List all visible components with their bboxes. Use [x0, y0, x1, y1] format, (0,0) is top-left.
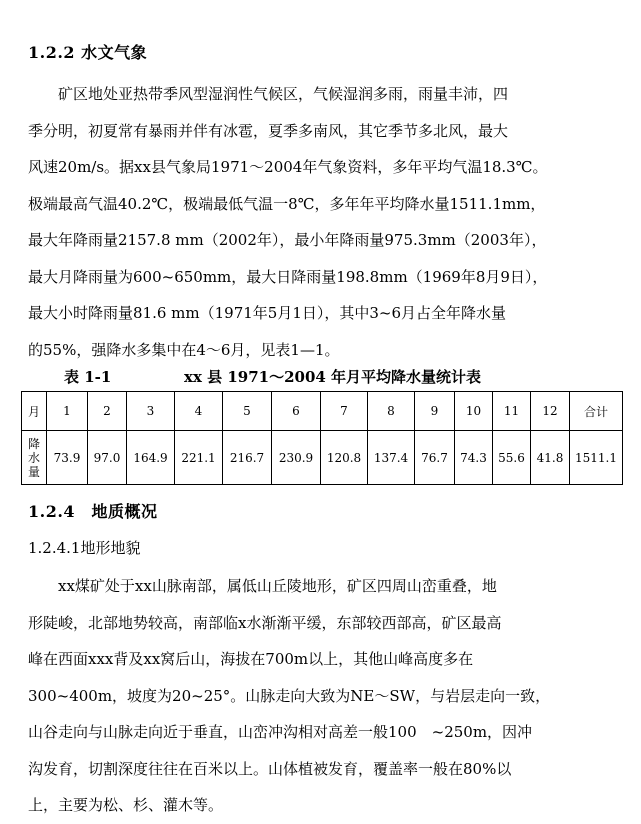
- rainfall-value-cell: 230.9: [272, 431, 321, 485]
- rainfall-value-cell: 41.8: [531, 431, 570, 485]
- month-cell: 7: [321, 392, 368, 431]
- rainfall-value-cell: 137.4: [368, 431, 415, 485]
- header-char: 降: [27, 436, 40, 451]
- rainfall-value-cell: 221.1: [175, 431, 223, 485]
- rainfall-value-cell: 216.7: [223, 431, 272, 485]
- paragraph-line: 矿区地处亚热带季风型湿润性气候区，气候湿润多雨，雨量丰沛，四: [28, 85, 509, 103]
- paragraph-line: 300~400m，坡度为20~25°。山脉走向大致为NE～SW，与岩层走向一致，: [28, 686, 551, 705]
- paragraph-line: 峰在西面xxx背及xx窝后山，海拔在700m以上，其他山峰高度多在: [28, 650, 474, 668]
- month-cell: 3: [127, 392, 175, 431]
- geology-paragraph: [28, 568, 614, 824]
- month-cell: 12: [531, 392, 570, 431]
- month-cell: 2: [88, 392, 127, 431]
- rainfall-value-cell: 74.3: [455, 431, 493, 485]
- paragraph-line: 上，主要为松、杉、灌木等。: [28, 796, 224, 814]
- table-row-months: [22, 392, 623, 431]
- paragraph-line: 沟发育，切割深度往往在百米以上。山体植被发育，覆盖率一般在80%以: [28, 759, 512, 778]
- paragraph-line: 的55%，强降水多集中在4～6月，见表1—1。: [28, 340, 340, 359]
- subsection-heading-1-2-4-1: 1.2.4.1地形地貌: [28, 539, 141, 557]
- section-heading-1-2-2: 1.2.2 水文气象: [28, 43, 148, 62]
- month-cell: 1: [47, 392, 88, 431]
- paragraph-line: 风速20m/s。据xx县气象局1971～2004年气象资料，多年平均气温18.3℃。: [28, 158, 548, 176]
- paragraph-line: 最大小时降雨量81.6 mm（1971年5月1日），其中3~6月占全年降水量: [28, 304, 507, 322]
- paragraph-line: 极端最高气温40.2℃，极端最低气温一8℃，多年年平均降水量1511.1mm，: [28, 194, 546, 213]
- month-cell: 6: [272, 392, 321, 431]
- rainfall-value-cell: 97.0: [88, 431, 127, 485]
- rainfall-table: [21, 391, 623, 485]
- table-row-rainfall: [22, 431, 623, 485]
- rainfall-value-cell: 164.9: [127, 431, 175, 485]
- month-cell: 5: [223, 392, 272, 431]
- paragraph-line: 最大年降雨量2157.8 mm（2002年），最小年降雨量975.3mm（2003年），: [28, 231, 547, 249]
- rainfall-value-cell: 76.7: [415, 431, 455, 485]
- paragraph-line: 季分明，初夏常有暴雨并伴有冰雹，夏季多南风，其它季节多北风，最大: [28, 121, 509, 140]
- header-char: 水: [27, 450, 40, 465]
- header-char: 量: [27, 464, 40, 479]
- header-cell-rainfall: [22, 431, 47, 485]
- hydrology-paragraph: [28, 76, 614, 368]
- rainfall-total-cell: 1511.1: [570, 431, 623, 485]
- month-cell: 8: [368, 392, 415, 431]
- rainfall-value-cell: 55.6: [493, 431, 531, 485]
- rainfall-value-cell: 120.8: [321, 431, 368, 485]
- paragraph-line: xx煤矿处于xx山脉南部，属低山丘陵地形，矿区四周山峦重叠，地: [28, 577, 497, 595]
- month-cell: 10: [455, 392, 493, 431]
- month-cell: 4: [175, 392, 223, 431]
- paragraph-line: 山谷走向与山脉走向近于垂直，山峦冲沟相对高差一般100 ~250m，因冲: [28, 723, 533, 741]
- paragraph-line: 形陡峻，北部地势较高，南部临x水渐渐平缓，东部较西部高，矿区最高: [28, 613, 502, 632]
- section-heading-1-2-4: 1.2.4 地质概况: [28, 502, 158, 521]
- table-number: 表 1-1: [64, 368, 112, 386]
- rainfall-value-cell: 73.9: [47, 431, 88, 485]
- month-cell: 9: [415, 392, 455, 431]
- total-header-cell: 合计: [570, 392, 623, 431]
- month-cell: 11: [493, 392, 531, 431]
- paragraph-line: 最大月降雨量为600~650mm，最大日降雨量198.8mm（1969年8月9日），: [28, 267, 548, 286]
- table-caption: [64, 366, 481, 387]
- header-cell-month: 月: [22, 392, 47, 431]
- table-title: xx 县 1971～2004 年月平均降水量统计表: [184, 368, 482, 386]
